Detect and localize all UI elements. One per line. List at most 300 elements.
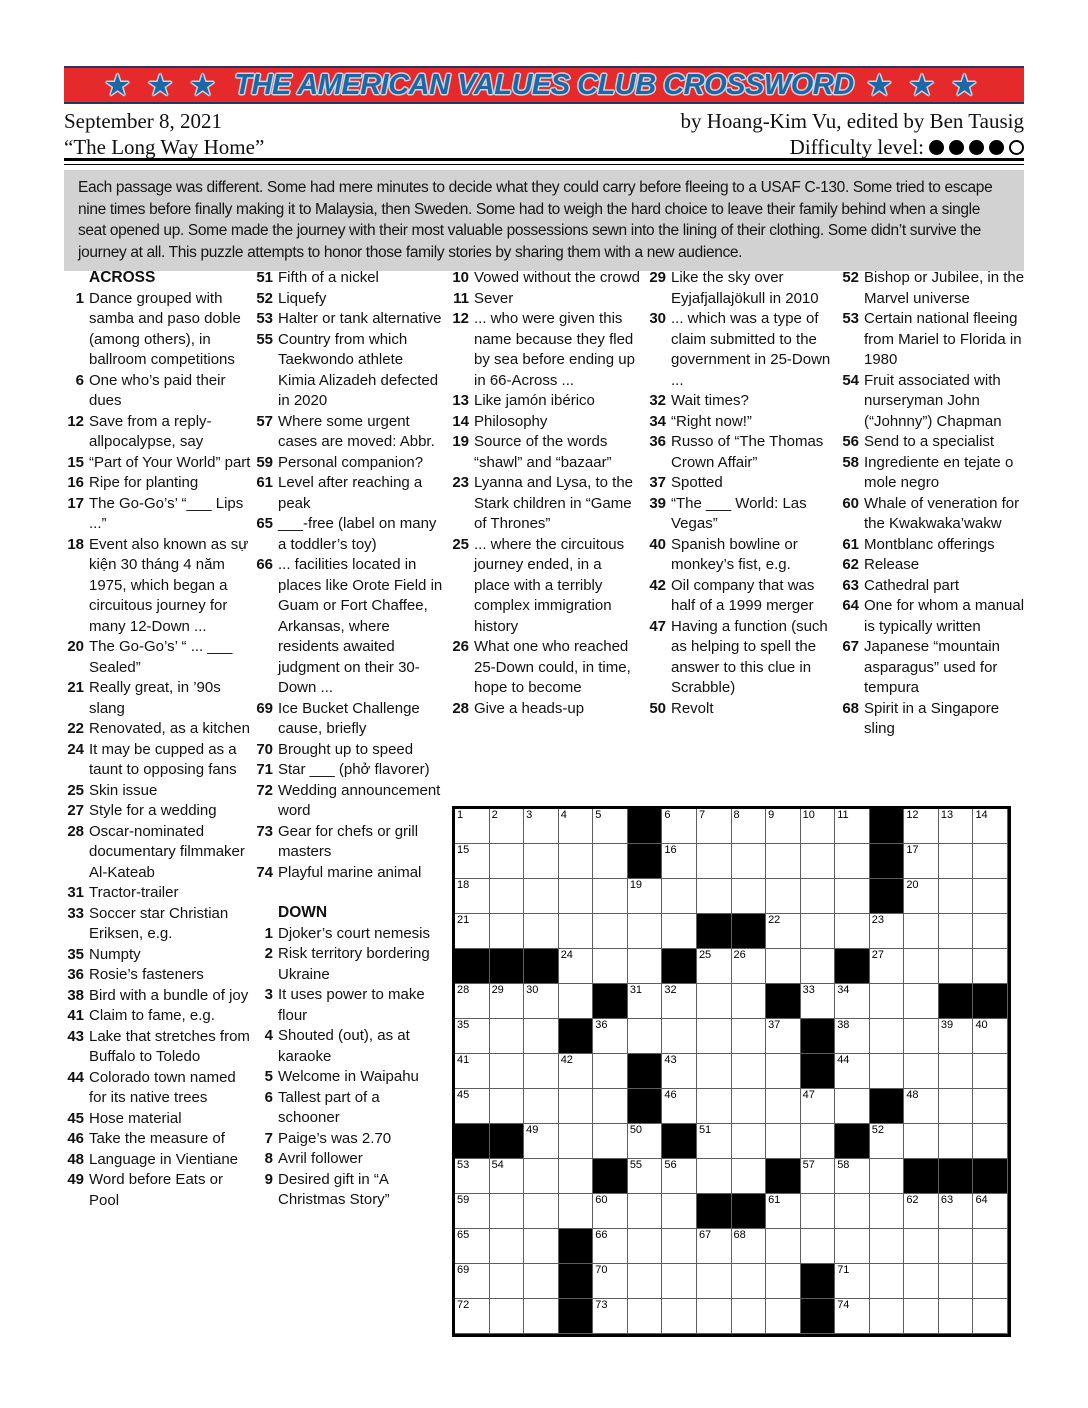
clue-50 (645, 699, 837, 720)
grid-cell[interactable] (662, 1054, 697, 1089)
cell-number: 31 (629, 984, 643, 996)
grid-cell[interactable] (870, 1194, 905, 1229)
clue-text: Where some urgent cases are moved: Abbr. (278, 412, 435, 450)
grid-cell[interactable] (939, 1089, 974, 1124)
clue-57 (252, 412, 444, 453)
grid-cell[interactable] (801, 879, 836, 914)
grid-cell[interactable] (662, 1194, 697, 1229)
grid-cell[interactable] (559, 984, 594, 1019)
clue-text: Save from a reply-allpocalypse, say (89, 412, 212, 450)
grid-cell[interactable] (593, 1019, 628, 1054)
grid-cell[interactable] (801, 1194, 836, 1229)
grid-cell[interactable] (455, 1299, 490, 1334)
grid-cell-black (662, 949, 697, 984)
grid-cell[interactable] (490, 844, 525, 879)
clue-number: 17 (67, 494, 84, 512)
grid-cell[interactable] (490, 1229, 525, 1264)
clue-text: Take the measure of (89, 1130, 225, 1147)
grid-cell[interactable] (697, 984, 732, 1019)
grid-cell[interactable] (662, 1299, 697, 1334)
cell-number: 14 (975, 809, 988, 821)
grid-cell[interactable] (939, 914, 974, 949)
cell-number: 44 (837, 1054, 850, 1066)
grid-cell[interactable] (490, 1264, 525, 1299)
grid-cell[interactable] (904, 879, 939, 914)
grid-cell[interactable] (973, 1124, 1008, 1159)
grid-cell[interactable] (593, 809, 628, 844)
grid-cell[interactable] (766, 844, 801, 879)
grid-cell[interactable] (559, 809, 594, 844)
grid-cell[interactable] (973, 1194, 1008, 1229)
grid-cell[interactable] (559, 914, 594, 949)
grid-cell[interactable] (593, 1054, 628, 1089)
grid-cell[interactable] (559, 1054, 594, 1089)
clue-text: Personal companion? (278, 453, 424, 471)
grid-cell[interactable] (593, 844, 628, 879)
clue-text: Country from which Taekwondo athlete Kimia Alizadeh defected in 2020 (278, 330, 439, 409)
grid-cell[interactable] (697, 1089, 732, 1124)
grid-cell[interactable] (662, 809, 697, 844)
clue-text: ___-free (label on many a toddler’s toy) (278, 515, 437, 553)
grid-cell[interactable] (559, 844, 594, 879)
grid-cell[interactable] (801, 949, 836, 984)
clue-text: Halter or tank alternative (278, 310, 442, 327)
grid-cell[interactable] (939, 879, 974, 914)
grid-cell[interactable] (628, 984, 663, 1019)
grid-cell[interactable] (697, 1054, 732, 1089)
grid-cell[interactable] (524, 1229, 559, 1264)
clue-72 (252, 781, 444, 822)
grid-cell[interactable] (593, 1089, 628, 1124)
cell-number: 70 (595, 1264, 608, 1276)
grid-cell[interactable] (801, 1089, 836, 1124)
grid-cell[interactable] (455, 1194, 490, 1229)
grid-cell[interactable] (524, 844, 559, 879)
grid-cell[interactable] (766, 1054, 801, 1089)
grid-cell[interactable] (524, 1054, 559, 1089)
difficulty-dot-filled (929, 140, 944, 155)
clue-text: Level after reaching a peak (278, 474, 423, 512)
grid-cell[interactable] (870, 1054, 905, 1089)
clue-71 (252, 760, 444, 781)
clue-text: ... facilities located in places like Orote Field in Guam or Fort Chaffee, Arkansas, where residents awaited judgment on their 30-Down ... (278, 556, 443, 696)
grid-cell[interactable] (490, 1019, 525, 1054)
grid-cell[interactable] (766, 1089, 801, 1124)
clue-number: 67 (842, 638, 859, 655)
cell-number: 1 (457, 809, 464, 821)
grid-cell-black (628, 809, 663, 844)
stars-right-icon: ★ ★ ★ (867, 69, 983, 100)
grid-cell[interactable] (732, 1019, 767, 1054)
clue-number: 8 (264, 1150, 273, 1167)
grid-cell[interactable] (732, 844, 767, 879)
clue-text: Colorado town named for its native trees (89, 1068, 236, 1106)
grid-cell[interactable] (939, 1264, 974, 1299)
grid-cell[interactable] (490, 1194, 525, 1229)
grid-cell-black (973, 1159, 1008, 1194)
byline: by Hoang-Kim Vu, edited by Ben Tausig (680, 109, 1024, 133)
cell-number: 66 (595, 1229, 608, 1241)
grid-cell[interactable] (904, 1194, 939, 1229)
grid-cell[interactable] (490, 914, 525, 949)
grid-cell[interactable] (835, 914, 870, 949)
grid-cell[interactable] (593, 1229, 628, 1264)
grid-cell[interactable] (939, 1124, 974, 1159)
grid-cell-black (870, 844, 905, 879)
grid-cell[interactable] (870, 1159, 905, 1194)
grid-cell[interactable] (697, 1019, 732, 1054)
grid-cell[interactable] (939, 1229, 974, 1264)
grid-cell[interactable] (697, 1299, 732, 1334)
grid-cell[interactable] (801, 1124, 836, 1159)
grid-cell[interactable] (697, 1229, 732, 1264)
grid-cell[interactable] (766, 1299, 801, 1334)
grid-cell[interactable] (732, 1299, 767, 1334)
clue-text: Really great, in ’90s slang (89, 679, 221, 717)
clue-text: Language in Vientiane (89, 1150, 239, 1168)
grid-cell[interactable] (835, 984, 870, 1019)
grid-cell[interactable] (628, 1159, 663, 1194)
grid-cell[interactable] (697, 844, 732, 879)
difficulty-row (680, 134, 1024, 160)
grid-cell[interactable] (939, 1194, 974, 1229)
grid-cell[interactable] (870, 1264, 905, 1299)
grid-cell[interactable] (455, 844, 490, 879)
clue-number: 13 (452, 392, 469, 409)
grid-cell[interactable] (973, 844, 1008, 879)
clue-number: 57 (256, 412, 273, 430)
grid-cell[interactable] (524, 984, 559, 1019)
grid-cell[interactable] (870, 949, 905, 984)
grid-cell[interactable] (697, 1159, 732, 1194)
grid-cell[interactable] (593, 949, 628, 984)
grid-cell[interactable] (662, 1019, 697, 1054)
grid-cell-black (939, 984, 974, 1019)
grid-cell[interactable] (628, 1194, 663, 1229)
grid-cell[interactable] (455, 809, 490, 844)
clue-text: The Go-Go’s’ “ ... ___ Sealed” (89, 638, 233, 676)
grid-cell[interactable] (490, 1054, 525, 1089)
header-rule-thin (64, 164, 1024, 165)
difficulty-dot-filled (989, 140, 1004, 155)
clue-37 (645, 473, 837, 494)
clue-number: 33 (67, 904, 84, 922)
grid-cell[interactable] (835, 844, 870, 879)
clue-number: 55 (256, 330, 273, 348)
clue-number: 71 (256, 761, 273, 778)
grid-cell[interactable] (455, 914, 490, 949)
clue-text: Bishop or Jubilee, in the Marvel universe (864, 269, 1025, 307)
cell-number: 58 (837, 1159, 850, 1171)
grid-cell[interactable] (697, 949, 732, 984)
grid-cell[interactable] (939, 1054, 974, 1089)
grid-cell[interactable] (628, 1124, 663, 1159)
grid-cell[interactable] (524, 1019, 559, 1054)
grid-cell[interactable] (801, 1159, 836, 1194)
grid-cell[interactable] (870, 1019, 905, 1054)
clue-60 (838, 494, 1030, 535)
grid-cell[interactable] (766, 949, 801, 984)
grid-cell[interactable] (524, 1089, 559, 1124)
cell-number: 26 (733, 949, 746, 961)
clue-number: 64 (842, 597, 859, 614)
clue-text: Tractor-trailer (89, 884, 179, 901)
grid-cell[interactable] (524, 1124, 559, 1159)
grid-cell[interactable] (835, 1159, 870, 1194)
clue-text: The Go-Go’s’ “___ Lips ...” (89, 494, 244, 532)
grid-cell[interactable] (697, 1124, 732, 1159)
grid-cell-black (697, 914, 732, 949)
grid-cell[interactable] (766, 1194, 801, 1229)
grid-cell[interactable] (973, 1089, 1008, 1124)
grid-cell[interactable] (973, 949, 1008, 984)
grid-cell[interactable] (904, 1124, 939, 1159)
cell-number: 73 (595, 1299, 608, 1311)
difficulty-label: Difficulty level: (789, 135, 924, 159)
grid-cell[interactable] (524, 1299, 559, 1334)
grid-cell[interactable] (835, 1019, 870, 1054)
grid-cell[interactable] (628, 1299, 663, 1334)
grid-cell[interactable] (593, 1299, 628, 1334)
grid-cell[interactable] (835, 1054, 870, 1089)
grid-cell[interactable] (524, 914, 559, 949)
grid-cell[interactable] (593, 1194, 628, 1229)
grid-cell[interactable] (766, 1019, 801, 1054)
clue-number: 65 (256, 515, 273, 532)
grid-cell[interactable] (732, 1054, 767, 1089)
grid-cell[interactable] (904, 914, 939, 949)
grid-cell[interactable] (801, 984, 836, 1019)
publication-date: September 8, 2021 (64, 109, 223, 133)
grid-cell[interactable] (904, 1089, 939, 1124)
grid-cell[interactable] (732, 949, 767, 984)
grid-cell[interactable] (697, 879, 732, 914)
grid-cell[interactable] (455, 1159, 490, 1194)
grid-cell[interactable] (973, 879, 1008, 914)
grid-cell[interactable] (835, 1299, 870, 1334)
grid-cell[interactable] (766, 1264, 801, 1299)
grid-cell[interactable] (766, 1229, 801, 1264)
grid-cell-black (801, 1264, 836, 1299)
grid-cell[interactable] (559, 879, 594, 914)
clue-text: Give a heads-up (474, 699, 585, 717)
grid-cell[interactable] (732, 1264, 767, 1299)
grid-cell[interactable] (835, 809, 870, 844)
grid-cell[interactable] (559, 1089, 594, 1124)
grid-cell-black (904, 1159, 939, 1194)
grid-cell[interactable] (732, 1159, 767, 1194)
clue-31 (63, 883, 255, 904)
clue-number: 28 (67, 822, 84, 840)
grid-cell[interactable] (973, 914, 1008, 949)
grid-cell[interactable] (904, 1054, 939, 1089)
grid-cell[interactable] (870, 1299, 905, 1334)
grid-cell[interactable] (524, 1194, 559, 1229)
grid-cell[interactable] (732, 879, 767, 914)
clue-number: 18 (67, 535, 84, 553)
grid-cell[interactable] (490, 1299, 525, 1334)
clue-73 (252, 822, 444, 863)
grid-cell[interactable] (490, 809, 525, 844)
grid-cell[interactable] (801, 914, 836, 949)
clue-text: “The ___ World: Las Vegas” (671, 494, 807, 532)
clue-15 (63, 453, 255, 474)
grid-cell[interactable] (732, 1229, 767, 1264)
clue-number: 45 (67, 1109, 84, 1127)
grid-cell[interactable] (973, 1299, 1008, 1334)
clue-20 (63, 637, 255, 678)
grid-cell[interactable] (697, 809, 732, 844)
grid-cell-black (559, 1019, 594, 1054)
grid-cell[interactable] (835, 1229, 870, 1264)
clue-number: 50 (649, 699, 666, 717)
grid-cell[interactable] (939, 949, 974, 984)
grid-cell[interactable] (593, 879, 628, 914)
grid-cell[interactable] (870, 1124, 905, 1159)
grid-cell[interactable] (490, 879, 525, 914)
clue-4 (252, 1026, 444, 1067)
clue-number: 61 (256, 474, 273, 491)
grid-cell[interactable] (904, 1299, 939, 1334)
grid-cell[interactable] (662, 1264, 697, 1299)
grid-cell[interactable] (593, 1124, 628, 1159)
grid-cell[interactable] (593, 1264, 628, 1299)
clue-text: Star ___ (phở flavorer) (278, 761, 430, 778)
grid-cell[interactable] (766, 879, 801, 914)
grid-cell-black (662, 1124, 697, 1159)
cell-number: 61 (768, 1194, 781, 1206)
grid-cell[interactable] (524, 879, 559, 914)
grid-cell[interactable] (904, 949, 939, 984)
grid-cell-black (870, 1089, 905, 1124)
grid-cell[interactable] (455, 1054, 490, 1089)
grid-cell[interactable] (524, 1159, 559, 1194)
grid-cell[interactable] (628, 949, 663, 984)
grid-cell[interactable] (662, 914, 697, 949)
grid-cell[interactable] (662, 984, 697, 1019)
grid-cell[interactable] (455, 984, 490, 1019)
grid-cell[interactable] (628, 1019, 663, 1054)
grid-cell[interactable] (973, 1054, 1008, 1089)
cell-number: 10 (802, 809, 815, 821)
grid-cell[interactable] (628, 879, 663, 914)
grid-cell-black (628, 1089, 663, 1124)
grid-cell[interactable] (904, 1229, 939, 1264)
grid-cell[interactable] (973, 1229, 1008, 1264)
grid-cell[interactable] (628, 1264, 663, 1299)
grid-cell[interactable] (490, 984, 525, 1019)
grid-cell[interactable] (697, 1264, 732, 1299)
grid-cell[interactable] (766, 809, 801, 844)
clue-number: 9 (264, 1170, 273, 1188)
clue-56 (838, 432, 1030, 453)
grid-cell[interactable] (455, 1264, 490, 1299)
grid-cell[interactable] (628, 914, 663, 949)
clue-text: Event also known as sự kiện 30 tháng 4 năm 1975, which began a circuitous journey for many 12-Down ... (89, 535, 249, 635)
grid-cell[interactable] (801, 844, 836, 879)
cell-number: 62 (906, 1194, 919, 1206)
clue-6 (252, 1088, 444, 1129)
grid-cell[interactable] (835, 1089, 870, 1124)
grid-cell[interactable] (766, 914, 801, 949)
grid-cell[interactable] (766, 1124, 801, 1159)
grid-cell[interactable] (662, 1159, 697, 1194)
grid-cell[interactable] (835, 879, 870, 914)
grid-cell-black (801, 1054, 836, 1089)
grid-cell[interactable] (904, 1264, 939, 1299)
clue-48 (63, 1150, 255, 1171)
grid-cell[interactable] (490, 1159, 525, 1194)
grid-cell[interactable] (973, 1019, 1008, 1054)
grid-cell[interactable] (455, 1229, 490, 1264)
clue-number: 38 (67, 986, 84, 1004)
grid-cell[interactable] (559, 949, 594, 984)
grid-cell[interactable] (939, 809, 974, 844)
grid-cell[interactable] (524, 809, 559, 844)
grid-cell-black (870, 879, 905, 914)
cell-number: 59 (457, 1194, 470, 1206)
grid-cell[interactable] (628, 1229, 663, 1264)
grid-cell[interactable] (939, 844, 974, 879)
cell-number: 69 (457, 1264, 470, 1276)
grid-cell[interactable] (939, 1019, 974, 1054)
grid-cell[interactable] (559, 1159, 594, 1194)
clue-36 (63, 965, 255, 986)
cell-number: 11 (837, 809, 849, 821)
grid-cell[interactable] (904, 809, 939, 844)
grid-cell[interactable] (870, 914, 905, 949)
grid-cell[interactable] (732, 1089, 767, 1124)
clue-13 (448, 391, 640, 412)
clue-53 (838, 309, 1030, 371)
grid-cell[interactable] (455, 879, 490, 914)
grid-cell[interactable] (732, 984, 767, 1019)
grid-cell[interactable] (559, 1194, 594, 1229)
grid-cell[interactable] (455, 1089, 490, 1124)
grid-cell[interactable] (662, 844, 697, 879)
clue-text: Release (864, 556, 920, 573)
grid-cell[interactable] (732, 809, 767, 844)
clue-number: 32 (649, 392, 666, 409)
clue-text: ... where the circuitous journey ended, in a place with a terribly complex immigration history (474, 535, 625, 635)
grid-cell[interactable] (904, 984, 939, 1019)
grid-cell[interactable] (662, 1089, 697, 1124)
grid-cell[interactable] (662, 1229, 697, 1264)
grid-cell[interactable] (662, 879, 697, 914)
grid-cell[interactable] (801, 809, 836, 844)
grid-cell[interactable] (870, 1229, 905, 1264)
grid-cell[interactable] (524, 1264, 559, 1299)
grid-cell[interactable] (939, 1299, 974, 1334)
grid-cell[interactable] (593, 914, 628, 949)
grid-cell[interactable] (835, 1194, 870, 1229)
grid-cell[interactable] (559, 1124, 594, 1159)
grid-cell[interactable] (455, 1019, 490, 1054)
grid-cell[interactable] (801, 1229, 836, 1264)
grid-cell[interactable] (732, 1124, 767, 1159)
grid-cell[interactable] (870, 984, 905, 1019)
grid-cell[interactable] (490, 1089, 525, 1124)
grid-cell[interactable] (973, 809, 1008, 844)
grid-cell[interactable] (973, 1264, 1008, 1299)
grid-cell[interactable] (835, 1264, 870, 1299)
clue-text: Avril follower (278, 1150, 363, 1167)
grid-cell[interactable] (904, 844, 939, 879)
cell-number: 16 (664, 844, 677, 856)
grid-cell[interactable] (904, 1019, 939, 1054)
cell-number: 39 (940, 1019, 954, 1031)
clue-23 (448, 473, 640, 535)
